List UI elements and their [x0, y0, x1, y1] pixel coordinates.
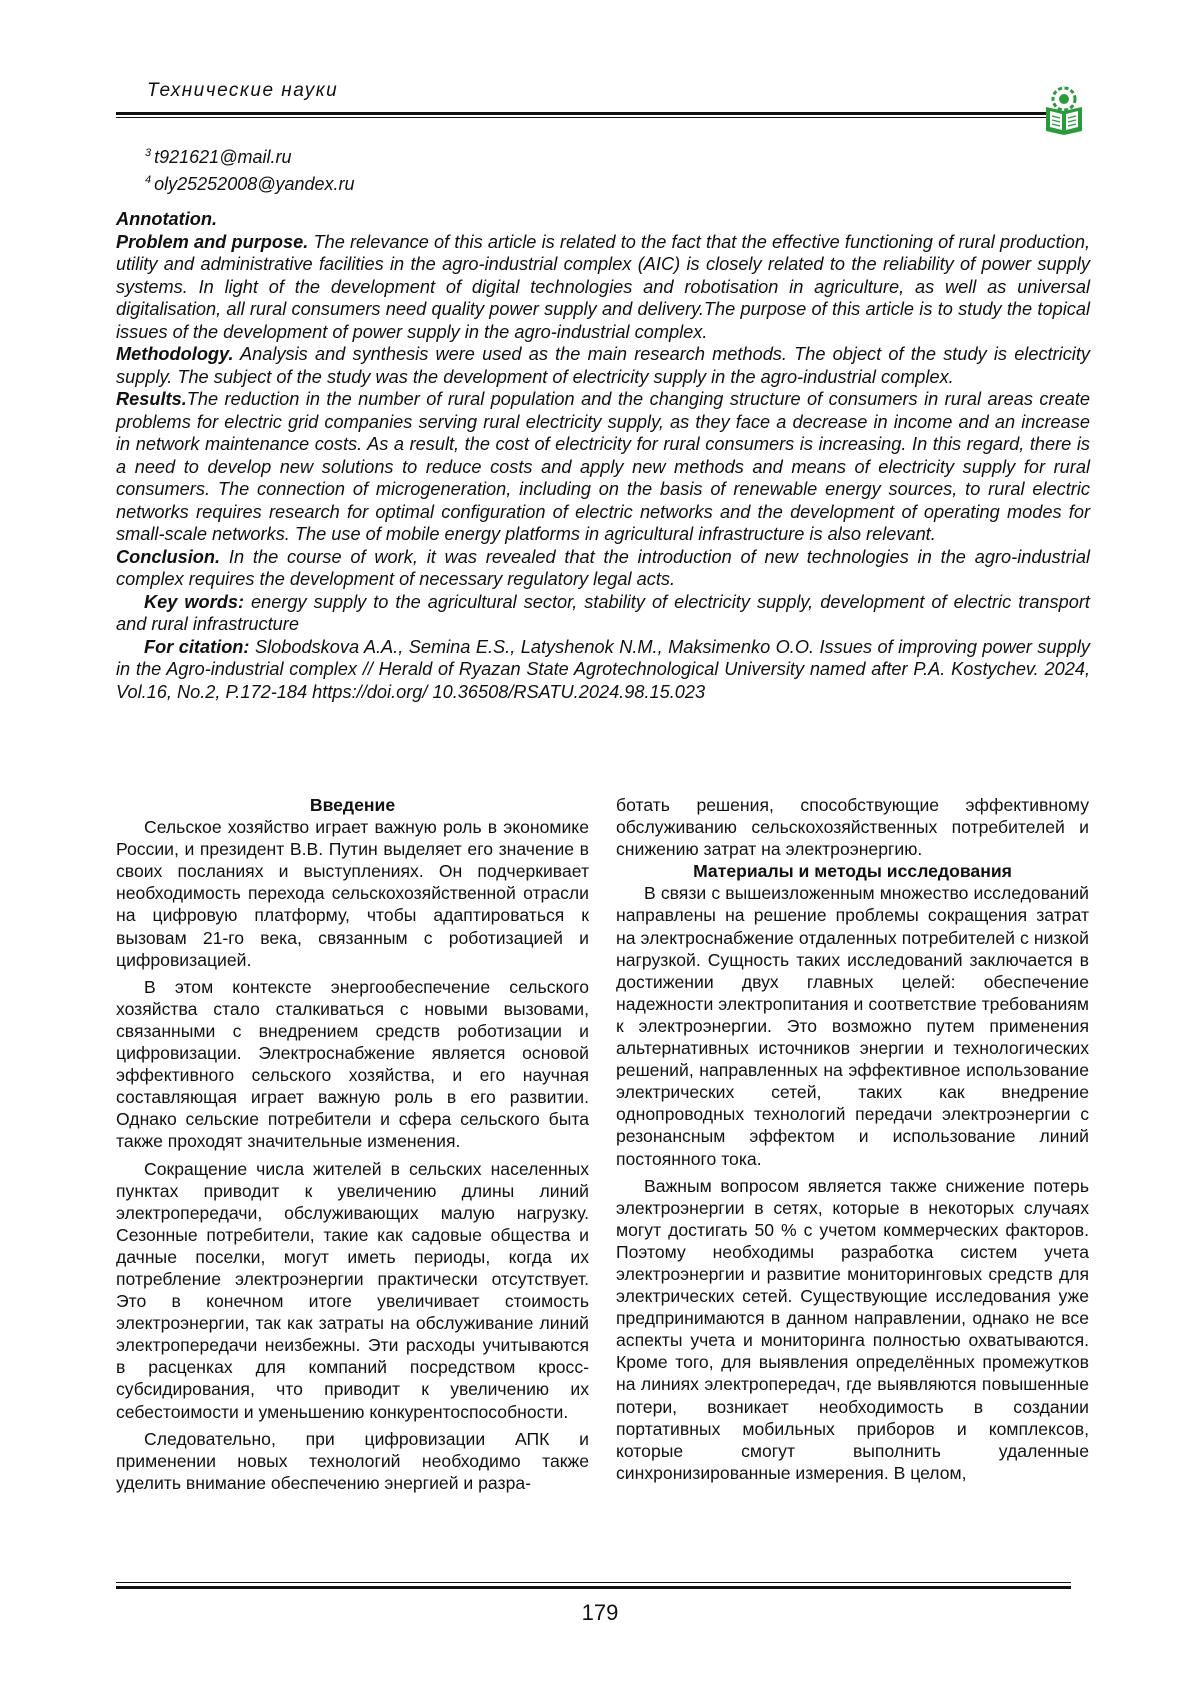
footnote-mark: 3: [145, 147, 152, 159]
conclusion-label: Conclusion.: [116, 546, 221, 567]
annotation-problem: [116, 231, 1090, 344]
keywords-label: Key words:: [144, 591, 244, 612]
annotation-block: [116, 208, 1090, 703]
author-emails: [145, 142, 355, 196]
left-column: [116, 794, 589, 1494]
paragraph: Важным вопросом является также снижение потерь электроэнергии в сетях, которые в некоторых случаях могут достигать 50 % с учетом коммерческих факторов. Поэтому необходимы разработка систем учета электроэнергии и развитие мониторинговых средств для электрических сетей. Существующие исследования уже предпринимаются в данном направлении, однако не все аспекты учета и мониторинга полностью охватываются. Кроме того, для выявления определённых промежутков на линиях электропередач, где выявляются повышенные потери, возникает необходимость в создании портативных мобильных приборов и комплексов, которые смогут выполнить удаленные синхронизированные измерения. В целом,: [616, 1175, 1089, 1483]
paragraph: Сокращение числа жителей в сельских населенных пунктах приводит к увеличению длины линий электропередачи, обслуживающих малую нагрузку. Сезонные потребители, такие как садовые общества и дачные поселки, могут иметь периоды, когда их потребление электроэнергии практически отсутствует. Это в конечном итоге увеличивает стоимость электроэнергии, так как затраты на обслуживание линий электропередачи неизбежны. Эти расходы учитываются в расценках для компаний посредством кросс-субсидирования, что приводит к увеличению их себестоимости и уменьшению конкурентоспособности.: [116, 1158, 589, 1422]
paragraph: В связи с вышеизложенным множество исследований направлены на решение проблемы сокращения затрат на электроснабжение отдаленных потребителей с низкой нагрузкой. Сущность таких исследований заключается в достижении двух главных целей: обеспечение надежности электропитания и соответствие требованиям к электроэнергии. Это возможно путем применения альтернативных источников энергии и технологических решений, направленных на эффективное использование электрических сетей, таких как внедрение однопроводных технологий передачи электроэнергии с резонансным эффектом и использование линий постоянного тока.: [616, 883, 1089, 1169]
citation-label: For citation:: [144, 636, 250, 657]
annotation-keywords: [116, 591, 1090, 636]
email-text: t921621@mail.ru: [154, 147, 292, 167]
header-rule-thick: [116, 112, 1071, 115]
email-text: oly25252008@yandex.ru: [154, 174, 355, 194]
footer-rule-thick: [116, 1586, 1071, 1589]
results-label: Results.: [116, 389, 187, 409]
problem-label: Problem and purpose.: [116, 231, 309, 252]
journal-logo-icon: [1040, 85, 1088, 137]
results-text: The reduction in the number of rural population and the changing structure of consumers in rural areas create problems for electric grid companies serving rural electricity supply, as they face a decrease in income and an increase in network maintenance costs. As a result, the cost of electricity for rural consumers is increasing. In this regard, there is a need to develop new solutions to reduce costs and apply new methods and means of electricity supply for rural consumers. The connection of microgeneration, including on the basis of renewable energy sources, to rural electric networks requires research for optimal configuration of electric networks and the development of operating modes for small-scale networks. The use of mobile energy platforms in agricultural infrastructure is also relevant.: [116, 389, 1090, 544]
paragraph: В этом контексте энергообеспечение сельского хозяйства стало сталкиваться с новыми вызовами, связанными с внедрением средств роботизации и цифровизации. Электроснабжение является основой эффективного сельского хозяйства, и его научная составляющая играет важную роль в его развитии. Однако сельские потребители и сфера сельского быта также проходят значительные изменения.: [116, 976, 589, 1152]
annotation-results: [116, 388, 1090, 546]
footnote-mark: 4: [145, 174, 152, 186]
right-column: [616, 794, 1089, 1484]
annotation-conclusion: [116, 546, 1090, 591]
conclusion-text: In the course of work, it was revealed that the introduction of new technologies in the agro-industrial complex requires the development of necessary regulatory legal acts.: [116, 546, 1090, 589]
keywords-text: energy supply to the agricultural sector, stability of electricity supply, development of electric transport and rural infrastructure: [116, 591, 1090, 634]
annotation-citation: [116, 636, 1090, 704]
methodology-text: Analysis and synthesis were used as the main research methods. The object of the study is electricity supply. The subject of the study was the development of electricity supply in the agro-industrial complex.: [116, 344, 1090, 387]
citation-text: Slobodskova A.A., Semina E.S., Latyshenok N.M., Maksimenko O.O. Issues of improving power supply in the Agro-industrial complex // Herald of Ryazan State Agrotechnological University named after P.A. Kostychev. 2024, Vol.16, No.2, P.172-184 https://doi.org/ 10.36508/RSATU.2024.98.15.023: [116, 636, 1090, 702]
annotation-heading: [116, 208, 1090, 231]
email-line-3: [145, 142, 355, 169]
methodology-label: Methodology.: [116, 344, 234, 364]
header-rule-thin: [116, 117, 1071, 118]
section-title: Технические науки: [147, 80, 339, 101]
paragraph-continued: ботать решения, способствующие эффективному обслуживанию сельскохозяйственных потребителей и снижению затрат на электроэнергию.: [616, 795, 1089, 860]
annotation-methodology: [116, 343, 1090, 388]
page-number: 179: [581, 1600, 619, 1625]
problem-text: The relevance of this article is related to the fact that the effective functioning of rural production, utility and administrative facilities in the agro-industrial complex (AIC) is closely related to the reliability of power supply systems. In light of the development of digital technologies and robotisation in agriculture, as well as universal digitalisation, all rural consumers need quality power supply and delivery.The purpose of this article is to study the topical issues of the development of power supply in the agro-industrial complex.: [116, 231, 1090, 342]
annotation-heading-label: Annotation.: [116, 209, 218, 229]
email-line-4: [145, 169, 355, 196]
paragraph: Следовательно, при цифровизации АПК и применении новых технологий необходимо также уделить внимание обеспечению энергией и разра-: [116, 1428, 589, 1493]
methods-heading: Материалы и методы исследования: [693, 861, 1012, 882]
footer-rule-thin: [116, 1582, 1071, 1583]
introduction-heading: Введение: [309, 795, 396, 815]
paragraph: Сельское хозяйство играет важную роль в экономике России, и президент В.В. Путин выделяет его значение в своих посланиях и выступлениях. Он подчеркивает необходимость перехода сельскохозяйственной отрасли на цифровую платформу, чтобы адаптироваться к вызовам 21-го века, связанным с роботизацией и цифровизацией.: [116, 817, 589, 970]
